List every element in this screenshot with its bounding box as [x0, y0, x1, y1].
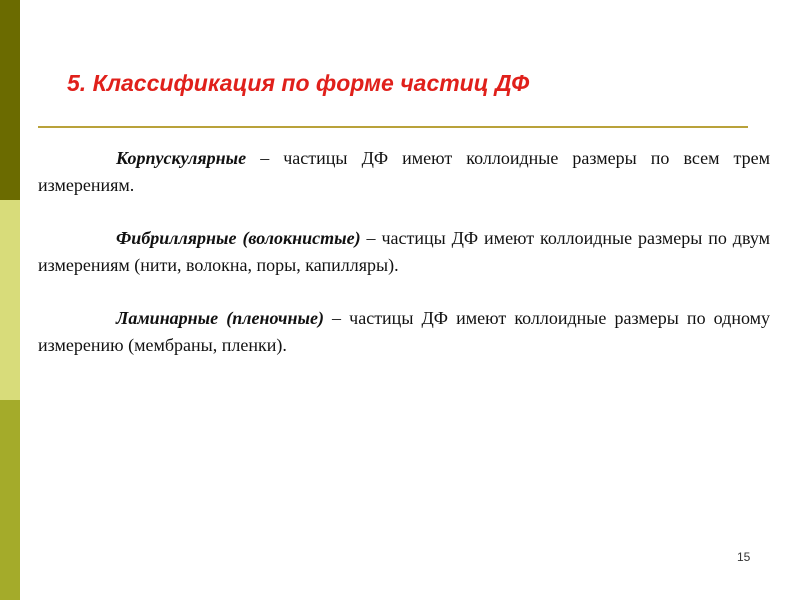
- definition-corpuscular: – частицы ДФ имеют коллоидные размеры по всем трем измерениям.: [38, 148, 770, 195]
- paragraph-corpuscular: [38, 145, 770, 199]
- slide-content: [38, 145, 770, 385]
- definition-fibrillar: – частицы ДФ имеют коллоидные размеры по двум измерениям (нити, волокна, поры, капилляры).: [38, 228, 771, 275]
- term-corpuscular: Корпускулярные: [116, 148, 247, 168]
- term-fibrillar: Фибриллярные (волокнистые): [116, 228, 361, 248]
- paragraph-laminar: [38, 305, 770, 359]
- page-number: 15: [737, 550, 751, 564]
- paragraph-fibrillar: [38, 225, 770, 279]
- sidebar-block-dark: [0, 0, 20, 200]
- definition-laminar: – частицы ДФ имеют коллоидные размеры по одному измерению (мембраны, пленки).: [38, 308, 770, 355]
- sidebar-block-mid: [0, 400, 20, 600]
- sidebar-block-light: [0, 200, 20, 400]
- slide-title: 5. Классификация по форме частиц ДФ: [67, 70, 530, 96]
- term-laminar: Ламинарные (пленочные): [116, 308, 324, 328]
- title-divider: [38, 126, 748, 128]
